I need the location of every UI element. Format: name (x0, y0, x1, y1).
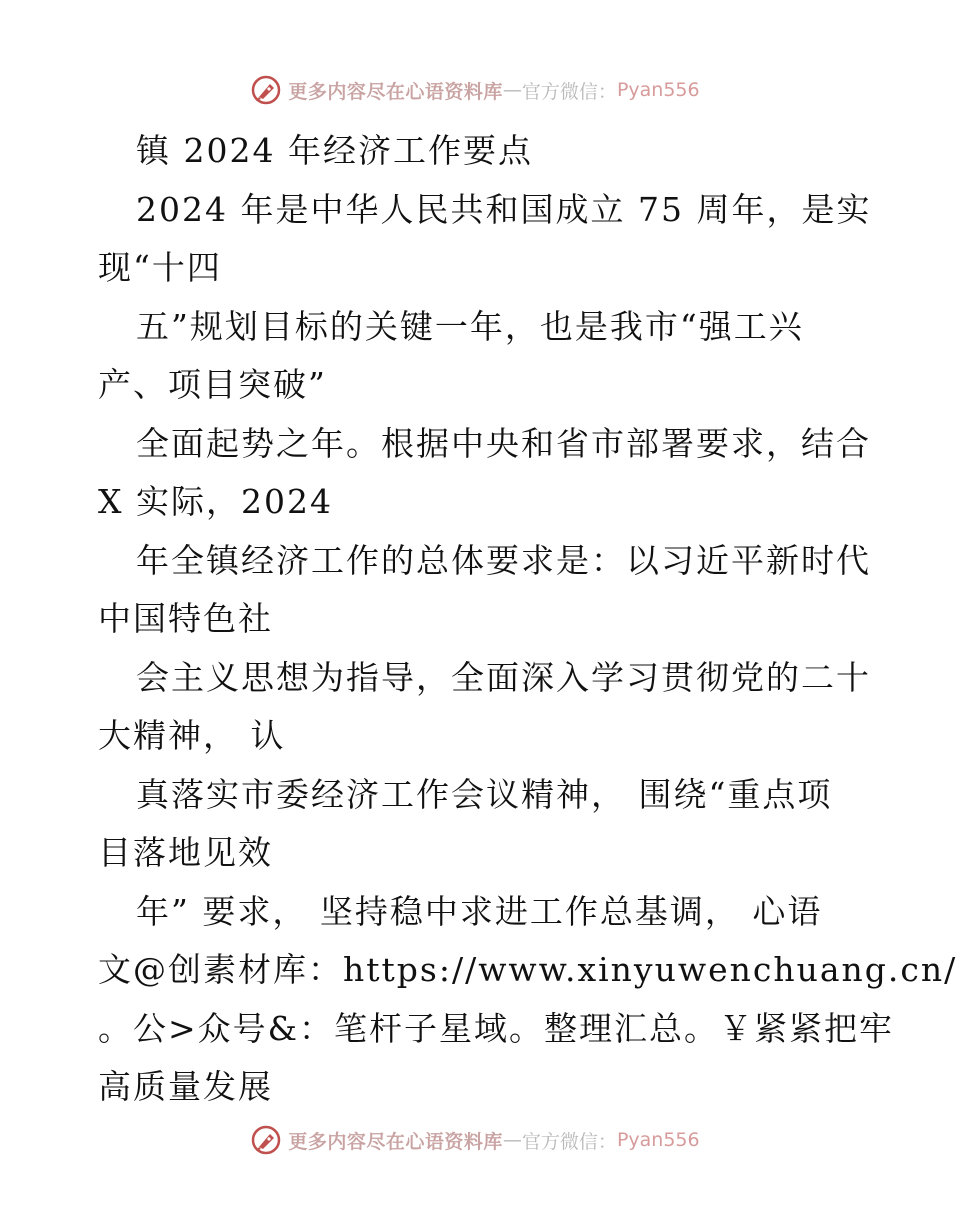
paragraph-line: 五”规划目标的关键一年，也是我市“强工兴 (136, 306, 804, 346)
watermark-official-label: 官方微信： (521, 80, 617, 103)
watermark-site-text: 更多内容尽在心语资料库 (288, 1130, 503, 1153)
watermark-official-label: 官方微信： (521, 1130, 617, 1153)
watermark-dash: — (502, 79, 522, 101)
paragraph-line: 中国特色社 (98, 599, 273, 638)
paragraph-line: 年全镇经济工作的总体要求是：以习近平新时代 (136, 540, 871, 580)
paragraph-line: 真落实市委经济工作会议精神， 围绕“重点项 (136, 774, 833, 814)
document-title: 镇 2024 年经济工作要点 (136, 131, 533, 170)
footer-watermark-banner (0, 1122, 950, 1158)
paragraph-line: 产、项目突破” (98, 365, 327, 404)
watermark-dash: — (502, 1129, 522, 1151)
header-watermark-banner (0, 72, 950, 108)
paragraph-line: 。公>众号&：笔杆子星域。整理汇总。￥紧紧把牢 (98, 1008, 895, 1048)
paragraph-line: 会主义思想为指导，全面深入学习贯彻党的二十 (136, 657, 871, 697)
paragraph-line: 全面起势之年。根据中央和省市部署要求，结合 (136, 423, 871, 463)
paragraph-line: 高质量发展 (98, 1067, 273, 1106)
paragraph-line: 现“十四 (98, 248, 222, 287)
paragraph-line: 目落地见效 (98, 833, 273, 872)
watermark-wechat-id: Pyan556 (616, 1129, 700, 1151)
paragraph-line: 文@创素材库：https://www.xinyuwenchuang.cn/ (98, 950, 957, 989)
watermark-site-text: 更多内容尽在心语资料库 (288, 80, 503, 103)
pen-nib-logo-icon (250, 74, 282, 106)
document-body (98, 122, 957, 1117)
paragraph-line: 2024 年是中华人民共和国成立 75 周年，是实 (136, 189, 872, 229)
paragraph-line: 大精神， 认 (98, 716, 286, 755)
pen-nib-logo-icon (250, 1124, 282, 1156)
paragraph-line: 年” 要求， 坚持稳中求进工作总基调， 心语 (136, 891, 823, 931)
paragraph-line: X 实际，2024 (98, 482, 333, 521)
watermark-wechat-id: Pyan556 (616, 79, 700, 101)
